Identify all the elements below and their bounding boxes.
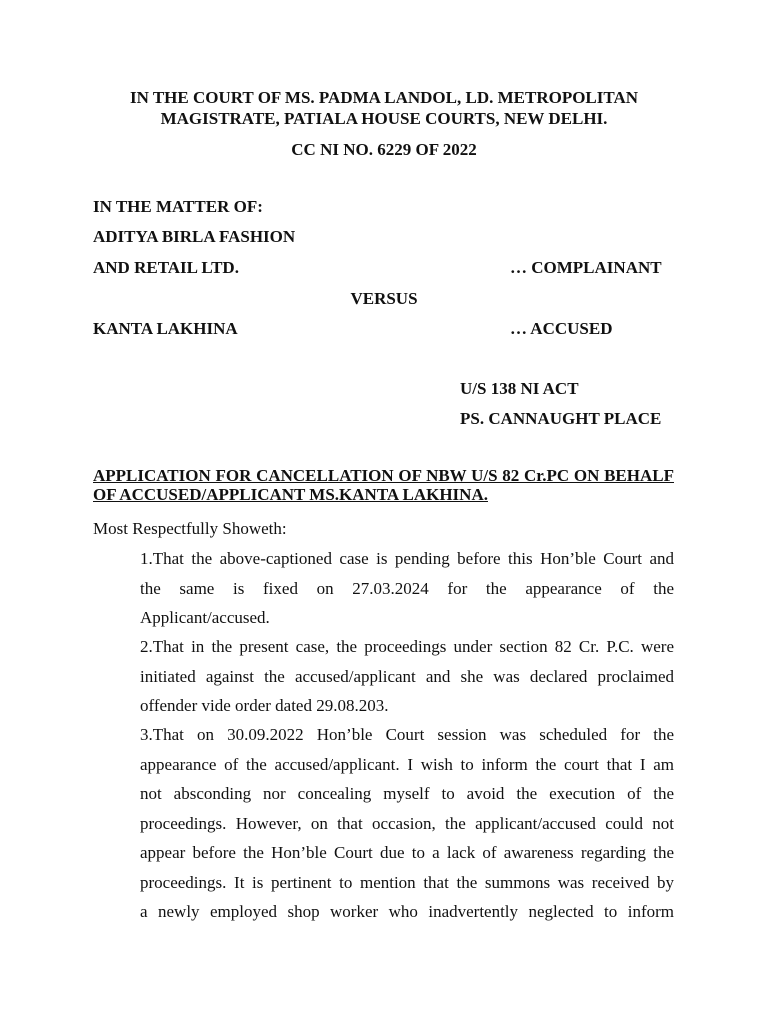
paragraph-line: appearance of the accused/applicant. I wish to inform the court that I am (140, 754, 674, 774)
complainant-name-line1: ADITYA BIRLA FASHION (93, 227, 296, 246)
paragraph-3 (140, 720, 674, 927)
application-title: APPLICATION FOR CANCELLATION OF NBW U/S 82 Cr.PC ON BEHALF OF ACCUSED/APPLICANT MS.KANTA LAKHINA. (93, 466, 674, 504)
accused-name: KANTA LAKHINA (93, 319, 238, 338)
police-station: PS. CANNAUGHT PLACE (460, 409, 662, 428)
paragraph-line: not absconding nor concealing myself to avoid the execution of the (140, 784, 674, 803)
salutation: Most Respectfully Showeth: (93, 519, 287, 538)
in-the-matter-label: IN THE MATTER OF: (93, 197, 263, 216)
court-heading: IN THE COURT OF MS. PADMA LANDOL, LD. METROPOLITAN MAGISTRATE, PATIALA HOUSE COURTS, NEW DELHI. (129, 88, 639, 128)
paragraph-line: a newly employed shop worker who inadvertently neglected to inform (140, 902, 674, 921)
paragraph-line: proceedings. However, on that occasion, the applicant/accused could not (140, 813, 674, 833)
paragraph-line: 2.That in the present case, the proceedings under section 82 Cr. P.C. were (140, 637, 674, 656)
paragraph-line: the same is fixed on 27.03.2024 for the appearance of the (140, 578, 674, 598)
complainant-name-line2: AND RETAIL LTD. (93, 258, 239, 277)
paragraph-line: appear before the Hon’ble Court due to a lack of awareness regarding the (140, 843, 674, 862)
paragraph-line: offender vide order dated 29.08.203. (140, 696, 389, 715)
section-reference: U/S 138 NI ACT (460, 379, 579, 398)
paragraph-line: proceedings. It is pertinent to mention that the summons was received by (140, 872, 674, 892)
versus-label: VERSUS (350, 289, 418, 308)
paragraph-1 (140, 544, 674, 633)
paragraph-line: 3.That on 30.09.2022 Hon’ble Court session was scheduled for the (140, 725, 674, 744)
paragraph-2 (140, 632, 674, 721)
accused-role: … ACCUSED (510, 319, 613, 338)
paragraph-line: 1.That the above-captioned case is pending before this Hon’ble Court and (140, 549, 674, 568)
paragraph-line: initiated against the accused/applicant and she was declared proclaimed (140, 666, 674, 686)
case-number: CC NI NO. 6229 OF 2022 (291, 140, 477, 159)
paragraph-line: Applicant/accused. (140, 608, 270, 627)
complainant-role: … COMPLAINANT (510, 258, 662, 277)
